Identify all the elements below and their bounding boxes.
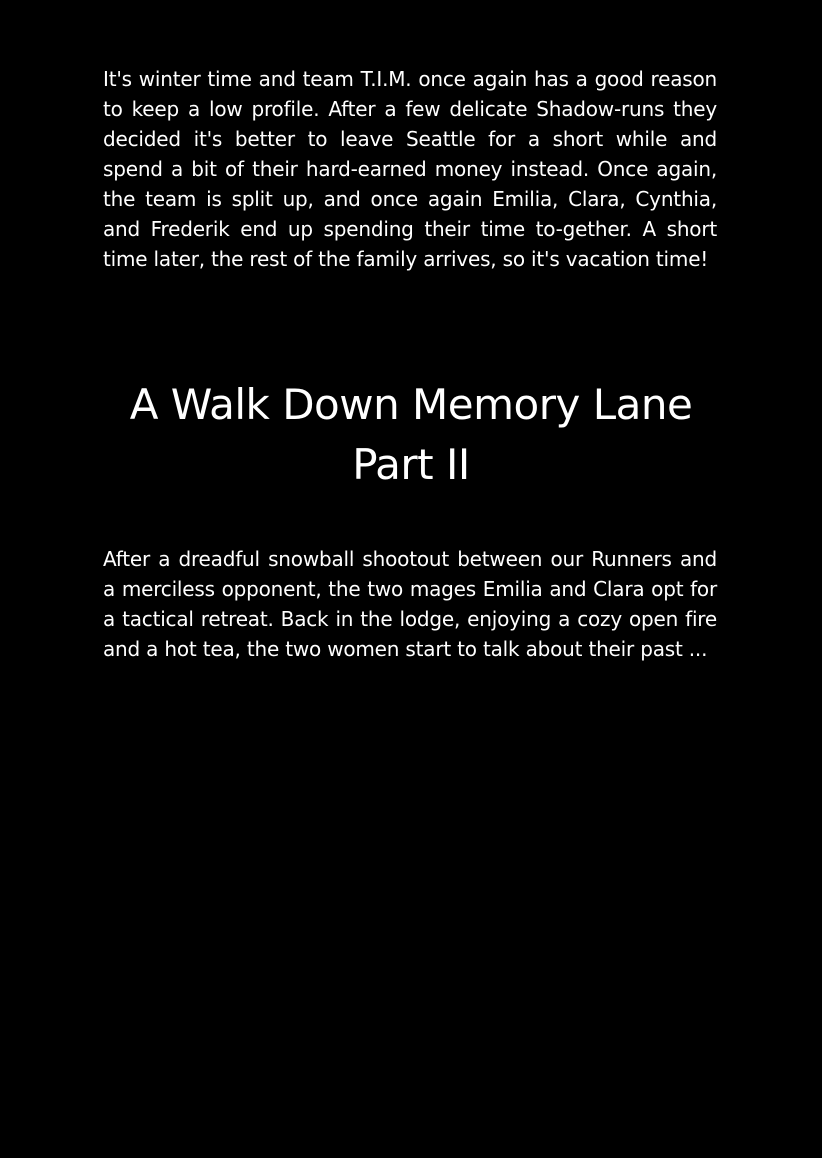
intro-paragraph: It's winter time and team T.I.M. once again has a good reason to keep a low profile. After a few delicate Shadow-runs they decided it's better to leave Seattle for a short while and spend a bit of their hard-earned money instead. Once again, the team is split up, and once again Emilia, Clara, Cynthia, and Frederik end up spending their time to-gether. A short time later, the rest of the family arrives, so it's vacation time! <box>103 67 717 271</box>
story-title <box>0 375 822 495</box>
story-title-line-2: Part II <box>352 440 470 489</box>
recap-paragraph: After a dreadful snowball shootout between our Runners and a merciless opponent, the two mages Emilia and Clara opt for a tactical retreat. Back in the lodge, enjoying a cozy open fire and a hot tea, the two women start to talk about their past ... <box>103 547 717 661</box>
story-title-line-1: A Walk Down Memory Lane <box>129 380 693 429</box>
